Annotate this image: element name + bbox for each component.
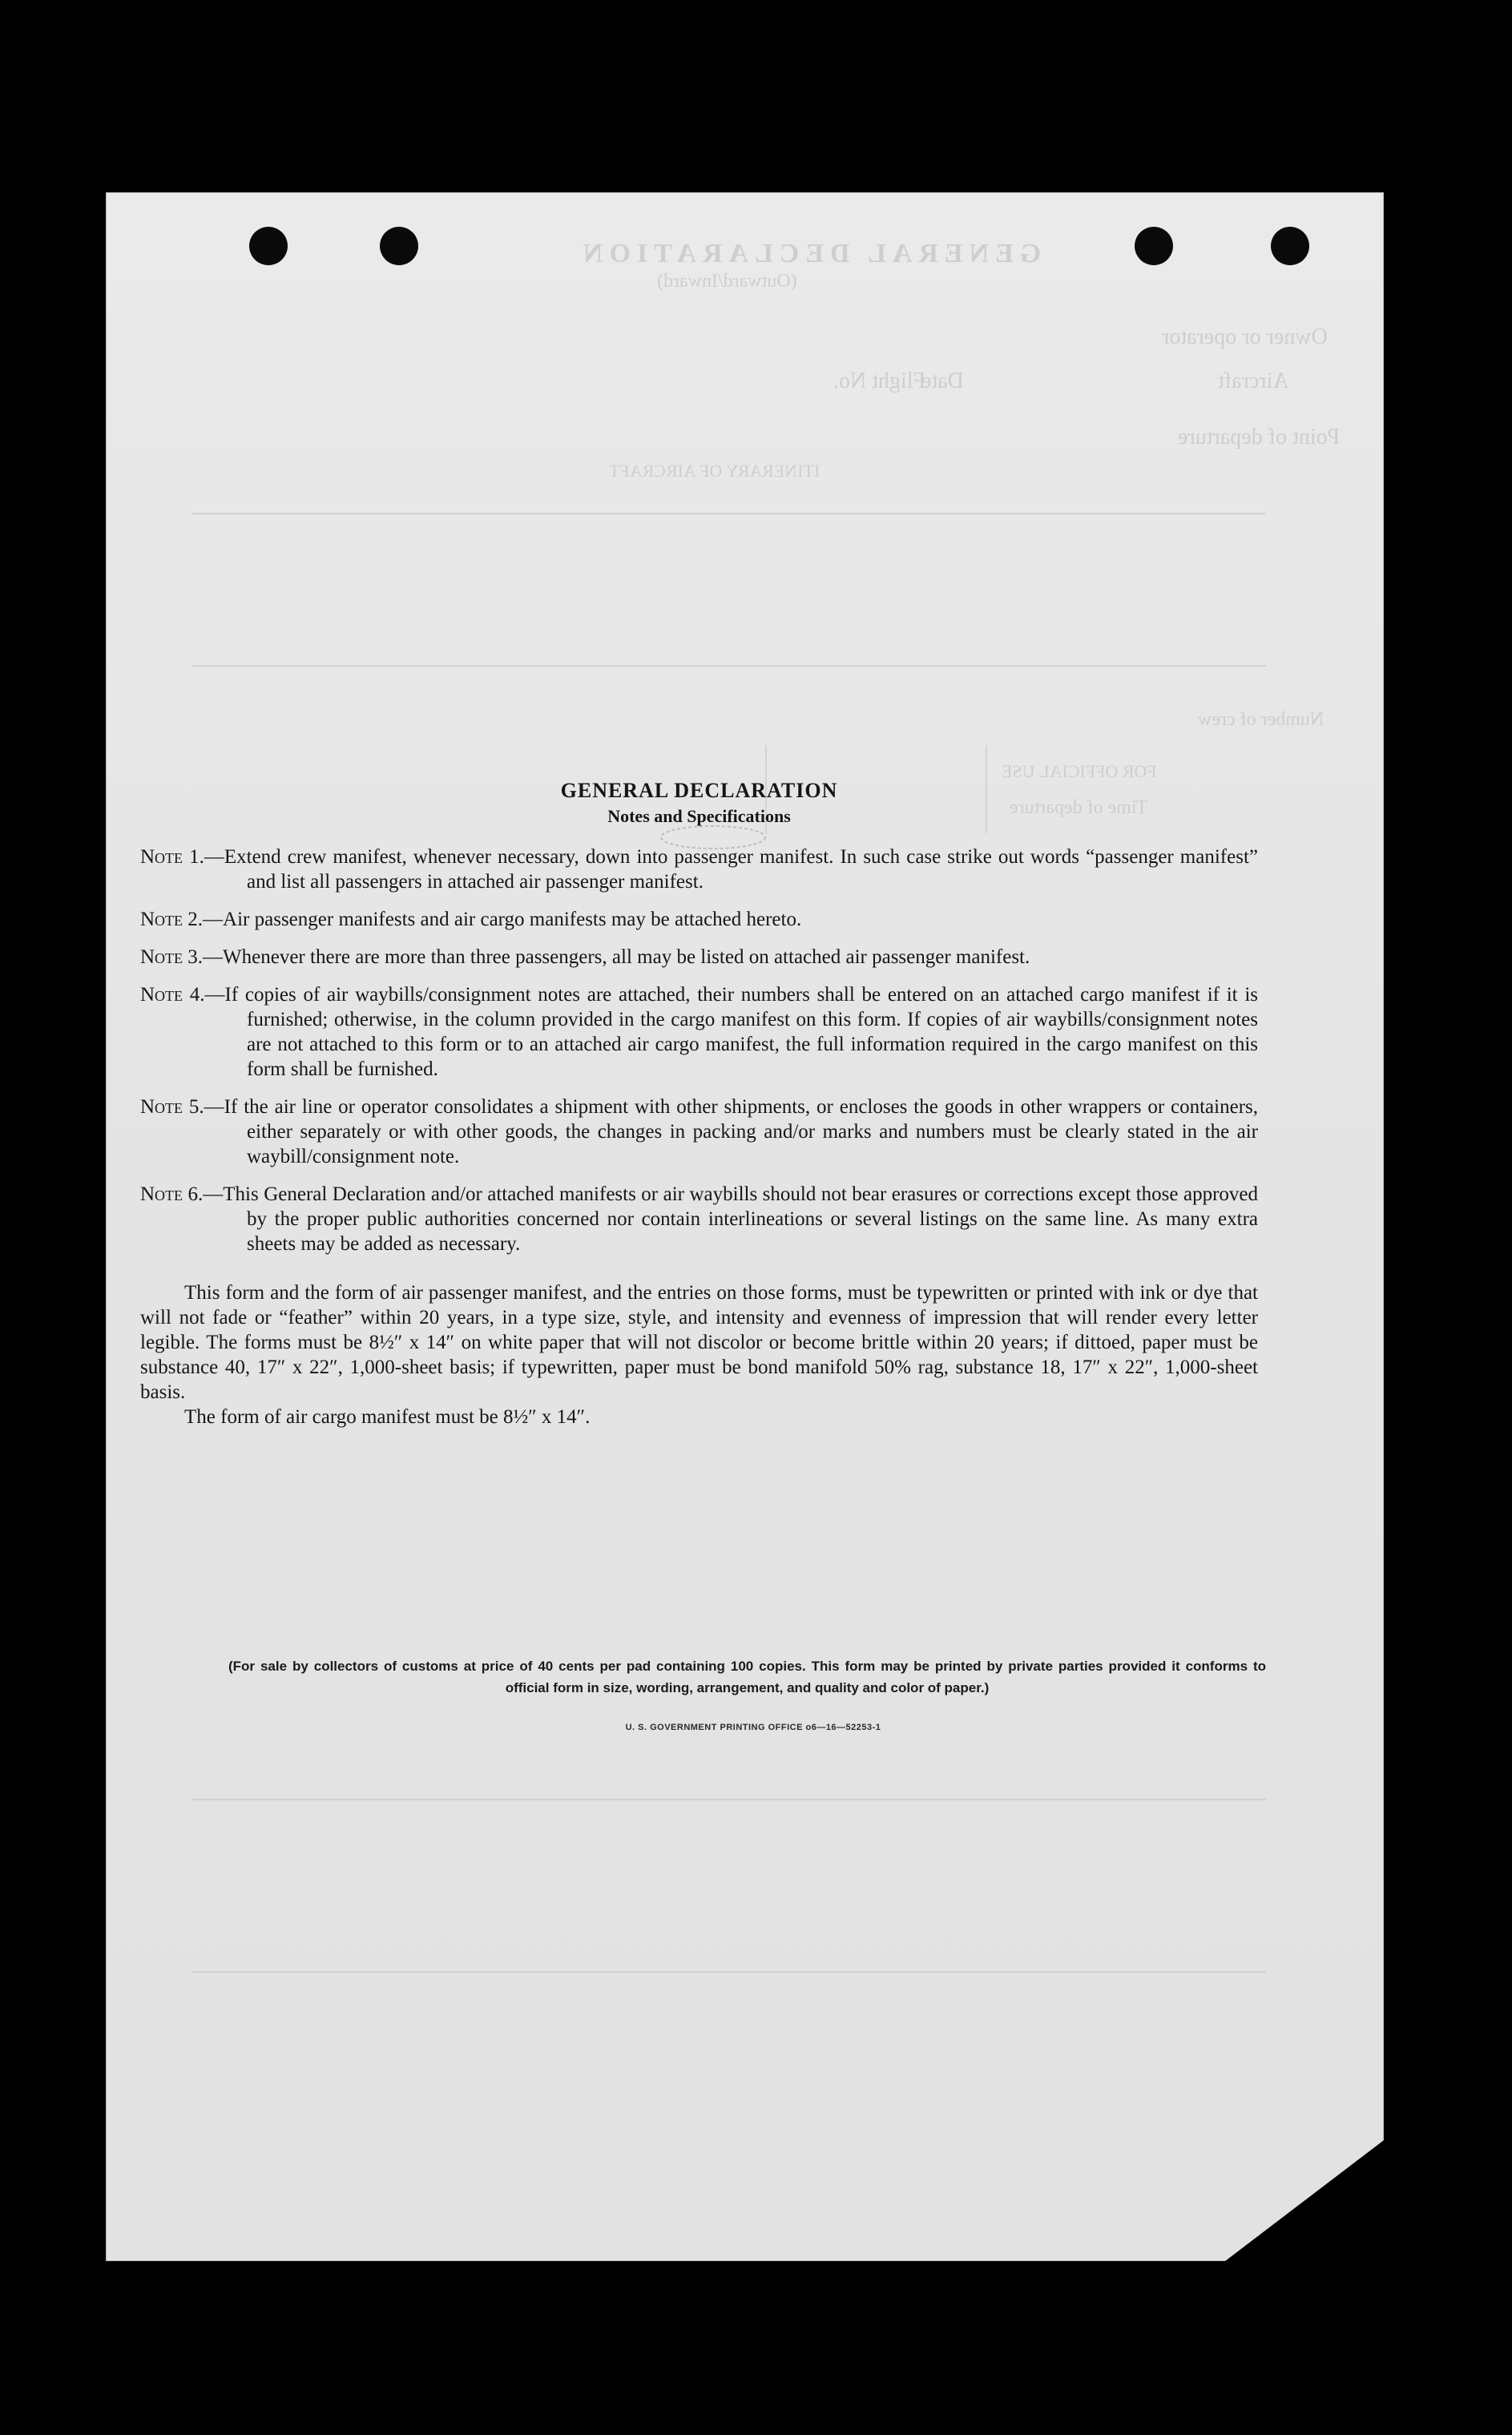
- ghost-rule: [192, 1971, 1266, 1973]
- note-label: Note 6.: [140, 1183, 204, 1205]
- note-text: —If copies of air waybills/consignment notes are attached, their numbers shall be entered on an attached cargo manifest if it is furnished; otherwise, in the column provided in the cargo manifest on this form. If copies of air waybills/consignment notes are not attached to this form or to an attached air cargo manifest, the full information required in the cargo manifest on this form shall be furnished.: [204, 984, 1258, 1080]
- show-through-flight: Flight No.: [833, 369, 926, 393]
- note-5: [140, 1095, 1258, 1169]
- note-label: Note 1.: [140, 846, 204, 868]
- note-text: —Extend crew manifest, whenever necessary, down into passenger manifest. In such case strike out words “passenger manifest” and list all passengers in attached air passenger manifest.: [204, 846, 1258, 893]
- show-through-subtitle: (Outward/Inward): [657, 271, 797, 292]
- form-requirements-paragraph: This form and the form of air passenger manifest, and the entries on those forms, must be typewritten or printed with ink or dye that will not fade or “feather” within 20 years, in a type size, style, and intensity and evenness of impression that will render every letter legible. The forms must be 8½″ x 14″ on white paper that will not discolor or become brittle within 20 years; if dittoed, paper must be substance 40, 17″ x 22″, 1,000-sheet basis; if typewritten, paper must be bond manifold 50% rag, substance 18, 17″ x 22″, 1,000-sheet basis.: [140, 1282, 1258, 1403]
- punch-hole-right-2: [1271, 227, 1309, 265]
- ghost-rule: [192, 665, 1266, 667]
- note-3: [140, 945, 1258, 970]
- punch-hole-right-1: [1135, 227, 1173, 265]
- note-4: [140, 982, 1258, 1082]
- notes-section: [140, 777, 1258, 1429]
- note-text: —Whenever there are more than three passengers, all may be listed on attached air passenger manifest.: [203, 946, 1030, 968]
- show-through-date: Date: [921, 369, 964, 393]
- printer-imprint: U. S. GOVERNMENT PRINTING OFFICE o6—16—52253-1: [625, 1723, 881, 1732]
- document-title: GENERAL DECLARATION: [560, 779, 838, 802]
- show-through-itinerary: ITINERARY OF AIRCRAFT: [609, 461, 821, 481]
- note-text: —Air passenger manifests and air cargo manifests may be attached hereto.: [203, 909, 802, 930]
- show-through-title: GENERAL DECLARATION: [577, 239, 1042, 268]
- show-through-time: Time of departure: [1010, 797, 1148, 818]
- note-label: Note 3.: [140, 946, 204, 968]
- note-label: Note 4.: [140, 984, 205, 1006]
- show-through-crew: Number of crew: [1198, 709, 1325, 730]
- ghost-rule: [192, 513, 1266, 514]
- cargo-manifest-size-line: The form of air cargo manifest must be 8½″ x 14″.: [184, 1406, 591, 1428]
- show-through-official-use: FOR OFFICIAL USE: [1002, 761, 1157, 781]
- note-label: Note 5.: [140, 1096, 204, 1118]
- ghost-rule: [192, 1799, 1266, 1800]
- punch-hole-left-2: [380, 227, 418, 265]
- show-through-owner: Owner or operator: [1162, 325, 1328, 349]
- note-label: Note 2.: [140, 909, 204, 930]
- sale-note: (For sale by collectors of customs at price of 40 cents per pad containing 100 copies. This form may be printed by private parties provided it conforms to official form in size, wording, arrangement, and quality and color of paper.): [228, 1659, 1266, 1695]
- document-subtitle: Notes and Specifications: [607, 806, 791, 826]
- note-2: [140, 907, 1258, 932]
- note-text: —If the air line or operator consolidates a shipment with other shipments, or encloses the goods in other wrappers or containers, either separately or with other goods, the changes in packing and/or marks and numbers must be clearly stated in the air waybill/consignment note.: [204, 1096, 1259, 1167]
- note-1: [140, 845, 1258, 894]
- show-through-aircraft: Aircraft: [1218, 369, 1289, 393]
- punch-hole-left-1: [249, 227, 288, 265]
- note-6: [140, 1182, 1258, 1256]
- folded-corner: [1222, 2135, 1390, 2264]
- note-text: —This General Declaration and/or attached manifests or air waybills should not bear erasures or corrections except those approved by the proper public authorities concerned nor contain interlineations or several listings on the same line. As many extra sheets may be added as necessary.: [203, 1183, 1258, 1255]
- show-through-point: Point of departure: [1178, 425, 1341, 450]
